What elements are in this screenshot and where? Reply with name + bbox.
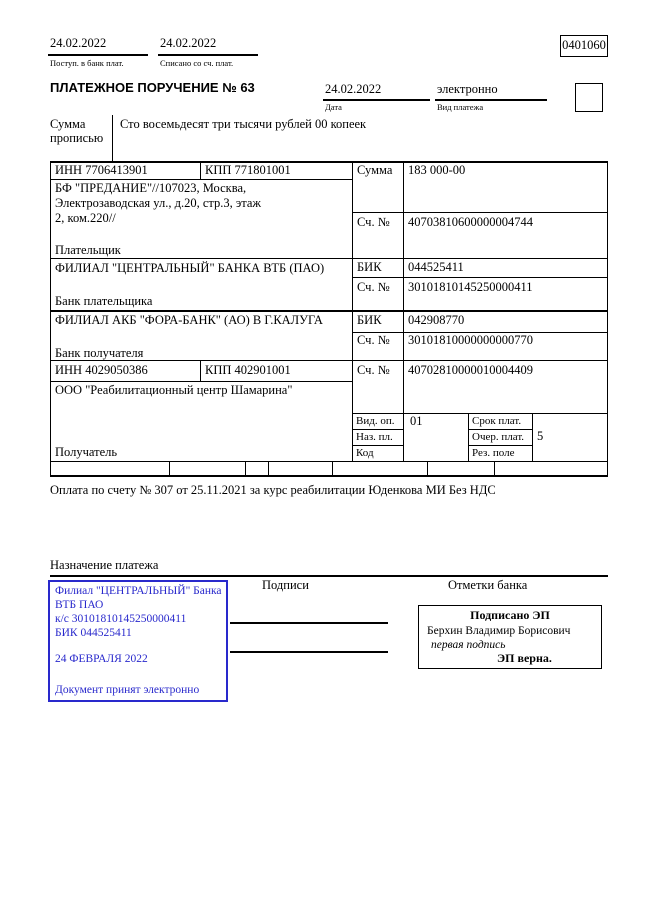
payer-name-line: БФ "ПРЕДАНИЕ"//107023, Москва, [55,181,247,195]
signatures-label: Подписи [262,578,309,592]
esignature-stamp [418,605,602,669]
payee-account-label: Сч. № [357,363,390,377]
stamp-bank-name-line: Филиал "ЦЕНТРАЛЬНЫЙ" Банка [55,585,222,597]
amount-words-label: Сумма прописью [50,117,104,145]
amount-words-value: Сто восемьдесят три тысячи рублей 00 копеек [120,117,367,131]
grid-line [352,445,403,446]
debited-from-account-label: Списано со сч. плат. [160,58,234,68]
underline [323,99,430,101]
payee-bank-name: ФИЛИАЛ АКБ "ФОРА-БАНК" (АО) В Г.КАЛУГА [55,313,323,327]
grid-line [169,461,170,475]
payee-inn: ИНН 4029050386 [55,363,148,377]
payer-name-line: 2, ком.220// [55,211,116,225]
grid-line [427,461,428,475]
code-label: Код [356,447,374,459]
payer-kpp: КПП 771801001 [205,163,291,177]
bank-marks-label: Отметки банка [448,578,528,592]
underline [435,99,547,101]
amount-value: 183 000-00 [408,163,466,177]
op-type-label: Вид. оп. [356,415,395,427]
form-code-box: 0401060 [560,35,608,57]
grid-line [332,461,333,475]
payer-bank-label: Банк плательщика [55,294,153,308]
underline [158,54,258,56]
grid-line [468,429,532,430]
op-type-value: 01 [410,414,423,428]
payer-account-value: 40703810600000004744 [408,215,533,229]
payer-name-line: Электрозаводская ул., д.20, стр.3, этаж [55,196,262,210]
esign-sub: первая подпись [431,639,506,651]
signature-line [230,651,388,653]
stamp-bank-name-line: ВТБ ПАО [55,599,104,611]
due-date-label: Срок плат. [472,415,522,427]
grid-line [50,575,608,577]
grid-line [200,360,201,381]
grid-line [607,161,608,475]
grid-line [352,277,608,278]
grid-line [532,413,533,461]
grid-line [50,258,608,259]
payment-purpose-text: Оплата по счету № 307 от 25.11.2021 за курс реабилитации Юденкова МИ Без НДС [50,483,496,497]
payer-bank-account-label: Сч. № [357,280,390,294]
esign-verified: ЭП верна. [497,651,552,665]
payee-name: ООО "Реабилитационный центр Шамарина" [55,383,293,397]
divider [112,115,113,162]
stamp-corr-account: к/с 30101810145250000411 [55,613,187,625]
grid-line [352,161,353,461]
payee-account-value: 40702810000010004409 [408,363,533,377]
payer-account-label: Сч. № [357,215,390,229]
payee-bank-bik-label: БИК [357,313,382,327]
payer-bank-bik: 044525411 [408,260,464,274]
grid-line [352,413,608,414]
grid-line [50,475,608,477]
payer-bank-name: ФИЛИАЛ "ЦЕНТРАЛЬНЫЙ" БАНКА ВТБ (ПАО) [55,261,325,275]
payer-label: Плательщик [55,243,121,257]
grid-line [50,360,608,361]
bank-stamp [48,580,228,702]
payee-kpp: КПП 402901001 [205,363,291,377]
payment-purpose-label: Назначение платежа [50,558,159,572]
grid-line [403,161,404,461]
payer-inn: ИНН 7706413901 [55,163,148,177]
received-in-bank-label: Поступ. в банк плат. [50,58,124,68]
stamp-bik: БИК 044525411 [55,627,132,639]
document-title: ПЛАТЕЖНОЕ ПОРУЧЕНИЕ № 63 [50,80,255,95]
grid-line [50,161,51,475]
payment-kind: электронно [437,82,498,96]
grid-line [50,310,608,312]
signature-line [230,622,388,624]
status-box [575,83,603,112]
stamp-date: 24 ФЕВРАЛЯ 2022 [55,653,148,665]
grid-line [468,445,532,446]
payee-bank-label: Банк получателя [55,346,144,360]
payee-bank-account: 30101810000000000770 [408,333,533,347]
payee-label: Получатель [55,445,118,459]
grid-line [494,461,495,475]
grid-line [50,179,352,180]
grid-line [352,429,403,430]
priority-label: Очер. плат. [472,431,525,443]
date-label: Дата [325,102,342,112]
payment-kind-label: Вид платежа [437,102,484,112]
esign-title: Подписано ЭП [470,608,550,622]
grid-line [245,461,246,475]
payment-purpose-code-label: Наз. пл. [356,431,393,443]
stamp-footer-note: Документ принят электронно [55,684,200,696]
grid-line [50,381,352,382]
grid-line [50,461,608,462]
grid-line [268,461,269,475]
priority-value: 5 [537,429,544,443]
grid-line [200,161,201,179]
esign-name: Берхин Владимир Борисович [427,625,571,637]
amount-label: Сумма [357,163,393,177]
payee-bank-account-label: Сч. № [357,333,390,347]
underline [48,54,148,56]
debited-from-account-date: 24.02.2022 [160,36,217,50]
payer-bank-bik-label: БИК [357,260,382,274]
received-in-bank-date: 24.02.2022 [50,36,107,50]
payer-bank-account: 30101810145250000411 [408,280,533,294]
payee-bank-bik: 042908770 [408,313,465,327]
reserve-field-label: Рез. поле [472,447,515,459]
grid-line [468,413,469,461]
grid-line [352,212,608,213]
document-date: 24.02.2022 [325,82,382,96]
